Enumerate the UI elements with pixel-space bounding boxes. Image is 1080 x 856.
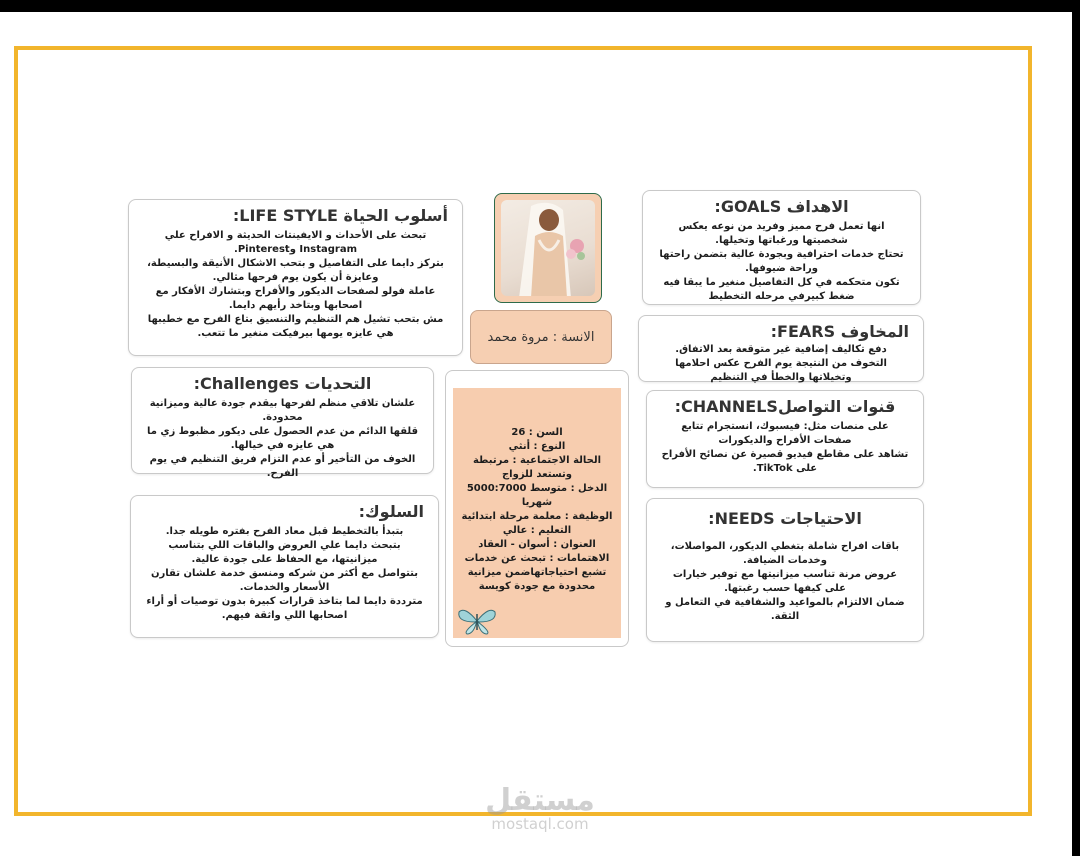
lifestyle-card xyxy=(128,199,463,356)
profile-income: الدخل : متوسط 5000:7000 شهريا xyxy=(466,483,608,508)
butterfly-icon xyxy=(457,606,497,636)
channels-card xyxy=(646,390,924,488)
profile-details xyxy=(453,388,621,638)
goals-title: الاهداف GOALS: xyxy=(714,197,849,216)
challenges-line: علشان تلاقي منظم لفرحها بيقدم جودة عالية وميزانية محدودة. xyxy=(149,398,416,423)
profile-address: العنوان : أسوان - العقاد xyxy=(478,539,596,550)
lifestyle-line: تبحث على الأحداث و الايفينتات الحديثة و الافراح علي Instagram وPinterest. xyxy=(164,230,427,255)
lifestyle-line: بتركز دايما على التفاصيل و بتحب الاشكال الأنيقة والبسيطة، وعايزة أن يكون يوم فرحها مثالي. xyxy=(147,258,444,283)
challenges-card xyxy=(131,367,434,479)
channels-line: تشاهد على مقاطع فيديو قصيرة عن نصائح الأفراح على TikTok. xyxy=(661,449,909,474)
behavior-line: بتبحث دايما علي العروض والباقات اللي بتناسب ميزانيتها، مع الحفاظ على جودة عالية. xyxy=(168,540,401,565)
needs-line: باقات افراح شاملة بتغطي الديكور، المواصلات، وخدمات الضيافة. xyxy=(670,541,900,566)
profile-job: الوظيفة : معلمة مرحلة ابتدائية xyxy=(461,511,613,522)
goals-line: تكون متحكمه في كل التفاصيل منغير ما يبقا فيه ضغط كبيرفي مرحله التخطيط xyxy=(663,277,900,302)
needs-title: الاحتياجات NEEDS: xyxy=(708,509,862,528)
profile-education: التعليم : عالي xyxy=(502,525,572,536)
behavior-line: بتتواصل مع أكثر من شركه ومنسق خدمة علشان تقارن الأسعار والخدمات. xyxy=(150,568,419,593)
lifestyle-line: عاملة فولو لصفحات الديكور والأفراح وبتشارك الأفكار مع اصحابها وبتاخد رأيهم دايما. xyxy=(155,286,436,311)
bride-image xyxy=(501,200,595,296)
channels-line: على منصات مثل: فيسبوك، انستجرام تتابع صفحات الأفراح والديكورات xyxy=(681,421,889,446)
profile-gender: النوع : أنثي xyxy=(508,441,566,452)
watermark-arabic: مستقل xyxy=(485,783,595,818)
fears-card xyxy=(638,315,924,382)
watermark-url: mostaql.com xyxy=(491,815,589,833)
goals-line: انها تعمل فرح مميز وفريد من نوعه يعكس شخصيتها ورغباتها وتخيلها. xyxy=(678,221,885,246)
challenges-line: الخوف من التأخير أو عدم التزام فريق التنظيم في يوم الفرح. xyxy=(149,454,416,479)
needs-line: ضمان الالتزام بالمواعيد والشفافية في التعامل و الثقة. xyxy=(665,597,905,622)
fears-line: دفع تكاليف إضافية غير متوقعة بعد الاتفاق. xyxy=(675,344,887,355)
goals-line: تحتاج خدمات احترافية وبجودة عالية بتضمن راحتها وراحة ضيوفها. xyxy=(659,249,904,274)
behavior-title: السلوك: xyxy=(358,502,424,521)
behavior-line: بتبدأ بالتخطيط قبل معاد الفرح بفتره طويله جدا. xyxy=(165,526,404,537)
persona-photo xyxy=(494,193,602,303)
profile-age: السن : 26 xyxy=(511,427,563,438)
fears-line: التخوف من النتيجة يوم الفرح عكس احلامها وتخيلاتها والخطأ في التنظيم xyxy=(675,358,887,383)
goals-card xyxy=(642,190,921,305)
profile-interests: الاهتمامات : تبحث عن خدمات تشبع احتياجاتهاضمن ميزانية محدودة مع جودة كويسة xyxy=(464,553,610,592)
persona-name: الانسة : مروة محمد xyxy=(470,310,612,364)
challenges-line: قلقها الدائم من عدم الحصول على ديكور مظبوط زي ما هي عايزه في خيالها. xyxy=(146,426,419,451)
behavior-card xyxy=(130,495,439,638)
needs-line: عروض مرنة تناسب ميزانيتها مع توفير خيارات على كيفها حسب رغبتها. xyxy=(672,569,898,594)
watermark xyxy=(470,785,610,831)
lifestyle-line: مش بتحب تشيل هم التنظيم والتنسيق بتاع الفرح مع خطيبها هي عايزه يومها بيرفيكت منغير ما تتعب. xyxy=(147,314,444,339)
behavior-line: مترددة دايما لما بتاخذ قرارات كبيرة بدون توصيات أو أراء اصحابها اللي واثقة فيهم. xyxy=(146,596,423,621)
channels-title: قنوات التواصلCHANNELS: xyxy=(674,397,896,416)
challenges-title: التحديات Challenges: xyxy=(193,374,372,393)
needs-card xyxy=(646,498,924,642)
fears-title: المخاوف FEARS: xyxy=(770,322,909,341)
profile-status: الحالة الاجتماعية : مرتبطة وتستعد للزواج xyxy=(472,455,602,480)
lifestyle-title: أسلوب الحياة LIFE STYLE: xyxy=(232,206,448,225)
